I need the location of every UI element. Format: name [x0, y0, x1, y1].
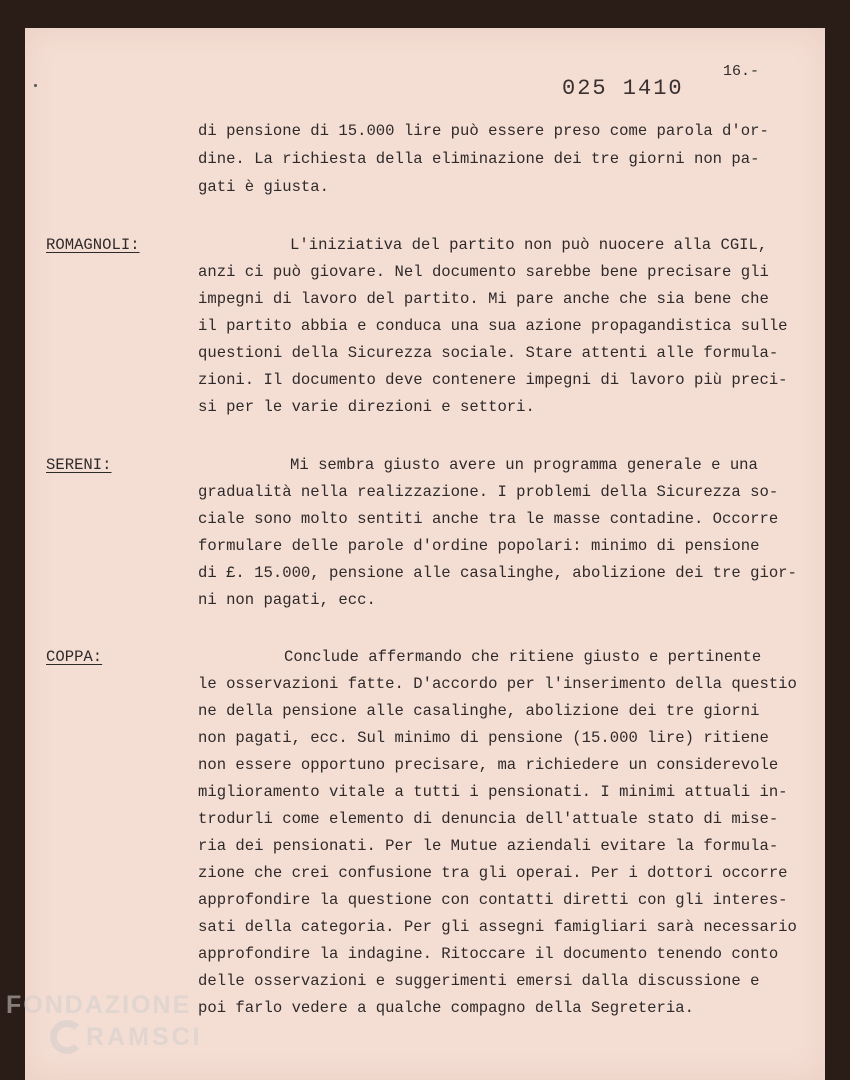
body-line: poi farlo vedere a qualche compagno della Segreteria. — [198, 999, 694, 1017]
body-line: gradualità nella realizzazione. I problemi della Sicurezza so- — [198, 483, 779, 501]
body-line: di pensione di 15.000 lire può essere preso come parola d'or- — [198, 122, 769, 140]
body-line: non pagati, ecc. Sul minimo di pensione (15.000 lire) ritiene — [198, 729, 769, 747]
speaker-label: COPPA: — [46, 648, 103, 666]
speaker-label: SERENI: — [46, 456, 112, 474]
body-line: impegni di lavoro del partito. Mi pare anche che sia bene che — [198, 290, 769, 308]
body-line: zione che crei confusione tra gli operai. Per i dottori occorre — [198, 864, 788, 882]
body-line: formulare delle parole d'ordine popolari: minimo di pensione — [198, 537, 760, 555]
body-line: sati della categoria. Per gli assegni famigliari sarà necessario — [198, 918, 797, 936]
body-line: L'iniziativa del partito non può nuocere alla CGIL, — [290, 236, 768, 254]
body-line: trodurli come elemento di denuncia dell'attuale stato di mise- — [198, 810, 779, 828]
body-line: di £. 15.000, pensione alle casalinghe, abolizione dei tre gior- — [198, 564, 797, 582]
archive-number: 025 1410 — [562, 76, 684, 101]
speaker-label: ROMAGNOLI: — [46, 236, 140, 254]
body-line: delle osservazioni e suggerimenti emersi dalla discussione e — [198, 972, 760, 990]
body-line: dine. La richiesta della eliminazione dei tre giorni non pa- — [198, 150, 760, 168]
body-line: approfondire la indagine. Ritoccare il documento tenendo conto — [198, 945, 779, 963]
body-line: ne della pensione alle casalinghe, abolizione dei tre giorni — [198, 702, 760, 720]
body-line: si per le varie direzioni e settori. — [198, 398, 535, 416]
watermark-line2-wrap — [50, 1020, 203, 1054]
body-line: miglioramento vitale a tutti i pensionati. I minimi attuali in- — [198, 783, 788, 801]
body-line: ciale sono molto sentiti anche tra le masse contadine. Occorre — [198, 510, 779, 528]
speck — [34, 84, 37, 87]
watermark-line1: FONDAZIONE — [6, 991, 192, 1019]
page-number: 16.- — [723, 63, 760, 80]
body-line: zioni. Il documento deve contenere impegni di lavoro più preci- — [198, 371, 788, 389]
body-line: il partito abbia e conduca una sua azione propagandistica sulle — [198, 317, 788, 335]
watermark-g-icon — [50, 1020, 84, 1054]
body-line: questioni della Sicurezza sociale. Stare attenti alle formula- — [198, 344, 779, 362]
body-line: approfondire la questione con contatti diretti con gli interes- — [198, 891, 788, 909]
watermark-line2: RAMSCI — [86, 1023, 203, 1051]
body-line: Conclude affermando che ritiene giusto e pertinente — [284, 648, 762, 666]
body-line: anzi ci può giovare. Nel documento sarebbe bene precisare gli — [198, 263, 769, 281]
body-line: non essere opportuno precisare, ma richiedere un considerevole — [198, 756, 779, 774]
body-line: ni non pagati, ecc. — [198, 591, 376, 609]
watermark-logo — [6, 990, 203, 1054]
body-line: gati è giusta. — [198, 178, 330, 196]
body-line: Mi sembra giusto avere un programma generale e una — [290, 456, 758, 474]
body-line: le osservazioni fatte. D'accordo per l'inserimento della questio — [198, 675, 797, 693]
body-line: ria dei pensionati. Per le Mutue aziendali evitare la formula- — [198, 837, 779, 855]
